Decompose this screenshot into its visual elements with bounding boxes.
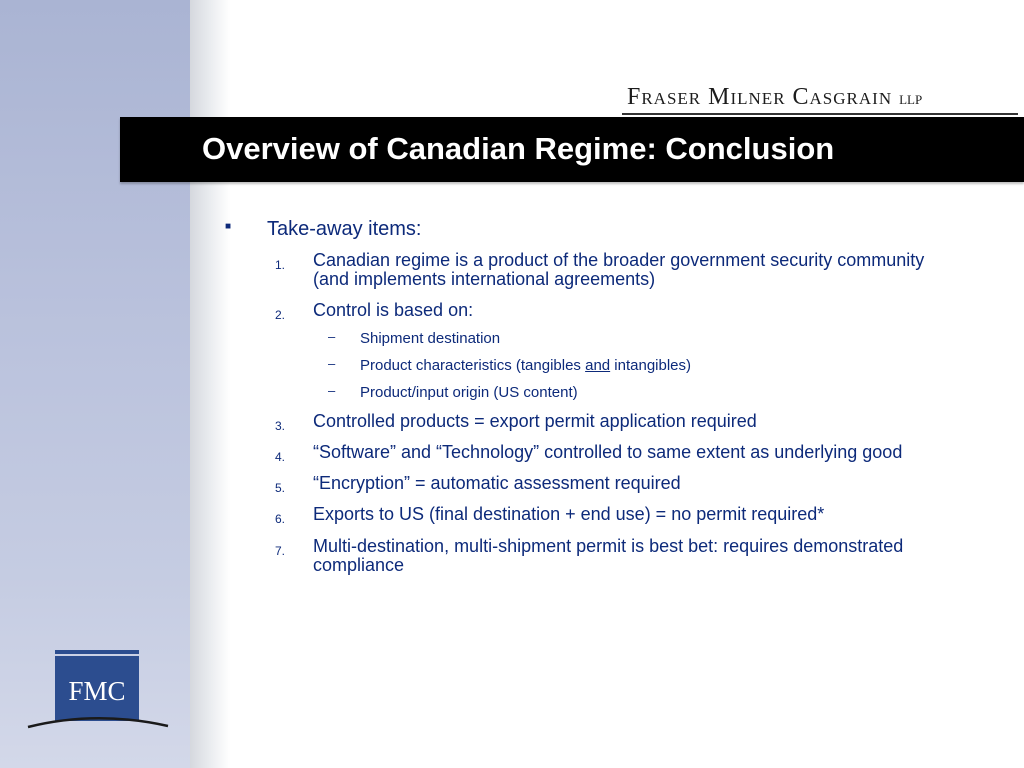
sub-item-text-before: Product characteristics (tangibles [360,357,586,374]
list-item-2 [275,300,474,322]
item-number: 2. [275,308,286,322]
sub-item-text: Shipment destination [360,330,501,347]
list-item-5 [275,473,681,495]
list-item-7 [275,536,904,575]
list-item-3 [275,411,757,433]
item-text-line-1: Multi-destination, multi-shipment permit is best bet: requires demonstrated [313,536,904,556]
item-number: 1. [275,258,286,272]
dash-bullet: – [328,356,336,371]
firm-name-text: Fraser Milner Casgrain [627,84,893,110]
takeaway-heading [225,218,422,241]
item-text: Controlled products = export permit application required [313,411,757,431]
list-item-1 [275,250,925,289]
logo-text: FMC [68,676,126,706]
sub-item-text-after: intangibles) [610,357,692,374]
list-item-4 [275,442,903,464]
dash-bullet: – [328,329,336,344]
item-text: Exports to US (final destination + end use) = no permit required* [313,504,825,524]
firm-suffix: LLP [899,92,923,107]
sub-item-emphasis: and [585,357,611,374]
sub-item-1 [328,329,501,347]
item-text-line-2: compliance [313,555,405,575]
sub-item-text: Product/input origin (US content) [360,384,578,401]
slide-title: Overview of Canadian Regime: Conclusion [202,131,835,166]
logo-top-stripe [55,650,139,654]
list-item-6 [275,504,825,526]
item-number: 7. [275,544,286,558]
item-text: “Encryption” = automatic assessment required [313,473,681,493]
item-number: 5. [275,481,286,495]
sub-item-3 [328,383,578,401]
item-text-line-1: Canadian regime is a product of the broader government security community [313,250,925,270]
item-number: 3. [275,419,286,433]
item-number: 6. [275,512,286,526]
heading-text: Take-away items: [267,218,422,240]
fmc-logo [26,648,171,738]
item-text: Control is based on: [313,300,474,320]
dash-bullet: – [328,383,336,398]
item-text-line-2: (and implements international agreements) [313,269,656,289]
item-text: “Software” and “Technology” controlled to same extent as underlying good [313,442,903,462]
sub-item-2 [328,356,692,374]
square-bullet-icon: ■ [225,221,232,232]
item-number: 4. [275,450,286,464]
